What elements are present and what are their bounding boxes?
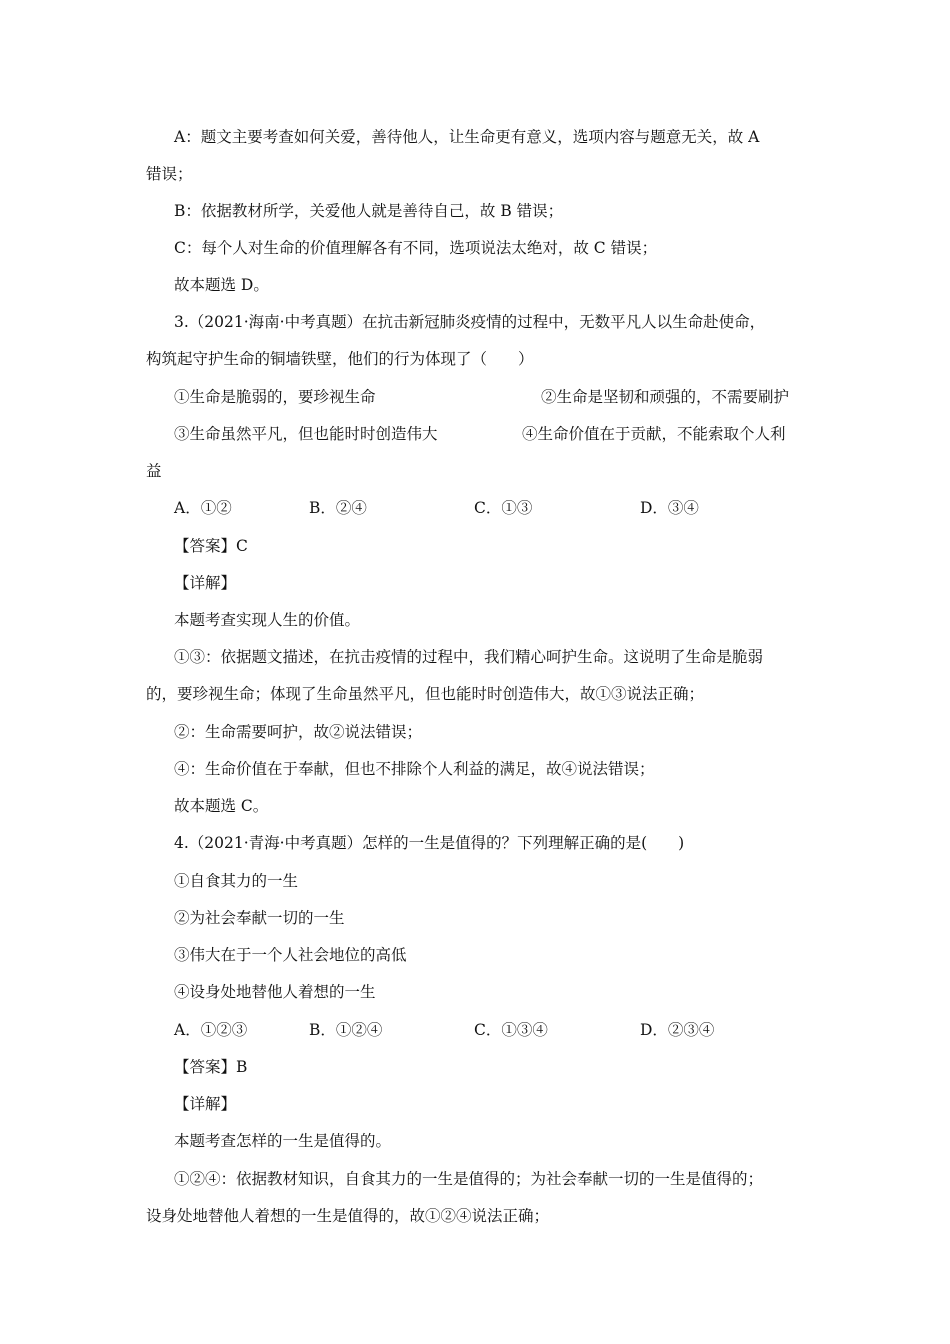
q3-explanation-3: ④：生命价值在于奉献，但也不排除个人利益的满足，故④说法错误；	[174, 760, 655, 778]
q3-option-b: B．②④	[309, 499, 367, 517]
q3-stem-line1: 3.（2021·海南·中考真题）在抗击新冠肺炎疫情的过程中，无数平凡人以生命赴使命，	[174, 313, 766, 331]
q2-option-a-explanation-cont: 错误；	[146, 165, 193, 183]
q3-detail-intro: 本题考查实现人生的价值。	[174, 611, 361, 629]
q3-explanation-2: ②：生命需要呵护，故②说法错误；	[174, 723, 423, 741]
q2-conclusion: 故本题选 D。	[174, 276, 269, 294]
q3-item-4-cont: 益	[146, 462, 162, 480]
q4-option-c: C．①③④	[474, 1021, 548, 1039]
q4-explanation-1-line2: 设身处地替他人着想的一生是值得的，故①②④说法正确；	[146, 1207, 550, 1225]
q2-option-b-explanation: B：依据教材所学，关爱他人就是善待自己，故 B 错误；	[174, 202, 564, 220]
q3-answer: 【答案】C	[174, 537, 248, 555]
q3-explanation-1-line2: 的，要珍视生命；体现了生命虽然平凡，但也能时时创造伟大，故①③说法正确；	[146, 685, 705, 703]
q3-option-c: C．①③	[474, 499, 533, 517]
q3-detail-heading: 【详解】	[174, 574, 237, 592]
q3-option-a: A．①②	[174, 499, 232, 517]
q3-item-2: ②生命是坚韧和顽强的，不需要刷护	[541, 388, 790, 406]
q4-item-2: ②为社会奉献一切的一生	[174, 909, 345, 927]
q3-item-1: ①生命是脆弱的，要珍视生命	[174, 388, 376, 406]
q3-item-4: ④生命价值在于贡献，不能索取个人利	[522, 425, 786, 443]
q3-item-3: ③生命虽然平凡，但也能时时创造伟大	[174, 425, 438, 443]
q4-item-1: ①自食其力的一生	[174, 872, 299, 890]
q3-stem-line2: 构筑起守护生命的铜墙铁壁，他们的行为体现了（ ）	[146, 350, 534, 368]
q4-option-a: A．①②③	[174, 1021, 248, 1039]
q3-explanation-1-line1: ①③：依据题文描述，在抗击疫情的过程中，我们精心呵护生命。这说明了生命是脆弱	[174, 648, 764, 666]
q3-conclusion: 故本题选 C。	[174, 797, 269, 815]
q4-item-4: ④设身处地替他人着想的一生	[174, 983, 376, 1001]
q4-answer: 【答案】B	[174, 1058, 248, 1076]
q4-detail-heading: 【详解】	[174, 1095, 237, 1113]
q4-stem: 4.（2021·青海·中考真题）怎样的一生是值得的？下列理解正确的是( )	[174, 834, 685, 852]
q4-item-3: ③伟大在于一个人社会地位的高低	[174, 946, 407, 964]
q4-detail-intro: 本题考查怎样的一生是值得的。	[174, 1132, 392, 1150]
q4-option-d: D．②③④	[640, 1021, 715, 1039]
q2-option-c-explanation: C：每个人对生命的价值理解各有不同，选项说法太绝对，故 C 错误；	[174, 239, 658, 257]
q4-option-b: B．①②④	[309, 1021, 383, 1039]
q4-explanation-1-line1: ①②④：依据教材知识，自食其力的一生是值得的；为社会奉献一切的一生是值得的；	[174, 1170, 764, 1188]
q3-option-d: D．③④	[640, 499, 699, 517]
q2-option-a-explanation: A：题文主要考查如何关爱，善待他人，让生命更有意义，选项内容与题意无关，故 A	[174, 128, 760, 146]
